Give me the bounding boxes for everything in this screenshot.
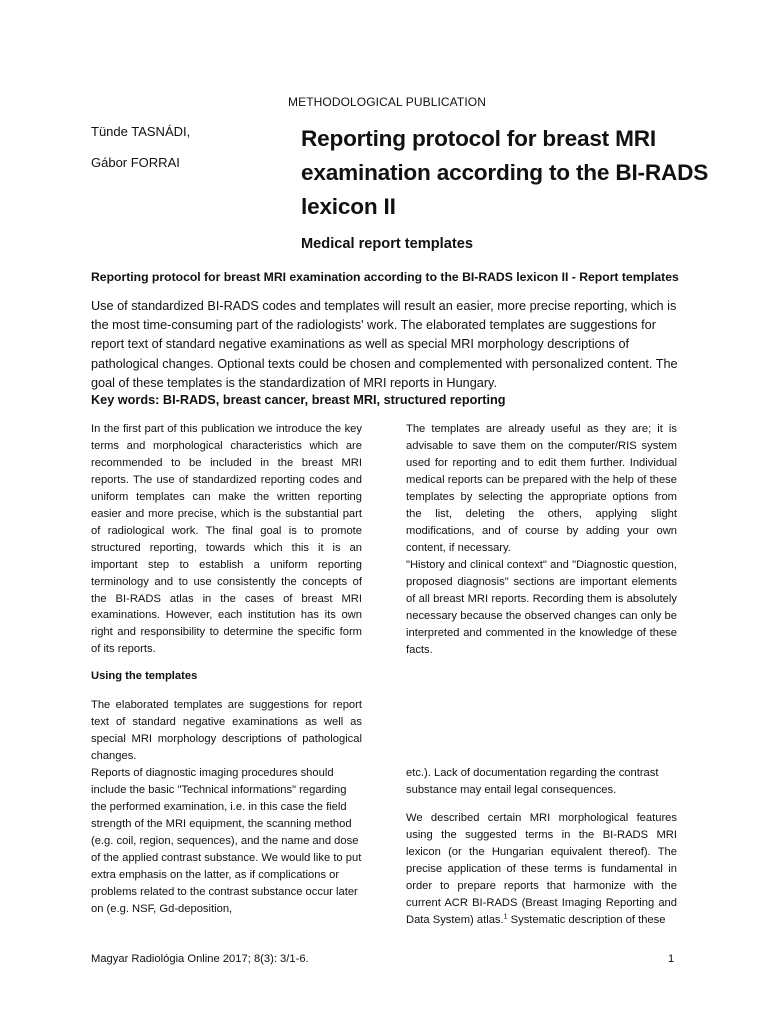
morphological-features-paragraph — [406, 810, 677, 929]
morphological-features-text: We described certain MRI morphological features using the suggested terms in the BI-RADS MRI lexicon (or the Hungarian equivalent thereof). The precise application of these terms is fundamental in order to prepare reports that harmonize with the current ACR BI-RADS (Breast Imaging Reporting and Data System) atlas. — [406, 812, 677, 926]
technical-info-paragraph: Reports of diagnostic imaging procedures should include the basic "Technical informations" regarding the performed examination, i.e. in this case the field strength of the MRI equipment, the scanning method (e.g. coil, region, sequences), and the name and dose of the applied contrast substance. We would like to put extra emphasis on the latter, as if complications or problems related to the contrast substance occur later on (e.g. NSF, Gd-deposition, — [91, 767, 362, 915]
footer-citation: Magyar Radiológia Online 2017; 8(3): 3/1-6. — [91, 953, 309, 965]
section-heading-using-templates: Using the templates — [91, 670, 198, 682]
english-title: Reporting protocol for breast MRI examination according to the BI-RADS lexicon II - Report templates — [91, 270, 679, 284]
history-context-paragraph: "History and clinical context" and "Diagnostic question, proposed diagnosis" sections are important elements of all breast MRI reports. Recording them is absolutely necessary because the observed changes can only be interpreted and commented in the knowledge of these facts. — [406, 559, 677, 656]
abstract: Use of standardized BI-RADS codes and templates will result an easier, more precise reporting, which is the most time-consuming part of the radiologists' work. The elaborated templates are suggestions for report text of standard negative examinations as well as special MRI morphology descriptions of pathological changes. Optional texts could be chosen and complemented with personalized content. The goal of these templates is the standardization of MRI reports in Hungary. — [91, 299, 678, 390]
intro-paragraph: In the first part of this publication we introduce the key terms and morphological characteristics which are recommended to be included in the breast MRI reports. The use of standardized reporting codes and uniform templates can make the written reporting easier and more precise, which is the substantial part of radiological work. The final goal is to promote structured reporting, towards which this it is an important step to establish a uniform reporting terminology and to use consistently the concepts of the BI-RADS atlas in the cases of breast MRI examinations. However, each institution has its own right and responsibility to determine the specific form of its reports. — [91, 423, 362, 656]
author-2: Gábor FORRAI — [91, 155, 180, 170]
article-title: Reporting protocol for breast MRI examination according to the BI-RADS lexicon II — [301, 126, 709, 219]
article-subtitle: Medical report templates — [301, 236, 473, 252]
footnote-reference[interactable]: 1 — [503, 912, 508, 920]
morphological-features-tail: Systematic description of these — [507, 913, 666, 926]
publication-type-label: METHODOLOGICAL PUBLICATION — [288, 95, 486, 109]
page-number: 1 — [668, 953, 675, 965]
templates-usage-paragraph: The templates are already useful as they are; it is advisable to save them on the computer/RIS system used for reporting and to edit them further. Individual medical reports can be prepared with the help of these templates by selecting the appropriate options from the list, deleting the others, applying slight modifications, and of course by adding your own content, if necessary. — [406, 423, 677, 554]
author-1: Tünde TASNÁDI, — [91, 124, 191, 139]
contrast-documentation-paragraph: etc.). Lack of documentation regarding the contrast substance may entail legal consequences. — [406, 767, 659, 796]
using-templates-paragraph: The elaborated templates are suggestions for report text of standard negative examinations as well as special MRI morphology descriptions of pathological changes. — [91, 699, 362, 762]
keywords: Key words: BI-RADS, breast cancer, breast MRI, structured reporting — [91, 393, 506, 407]
